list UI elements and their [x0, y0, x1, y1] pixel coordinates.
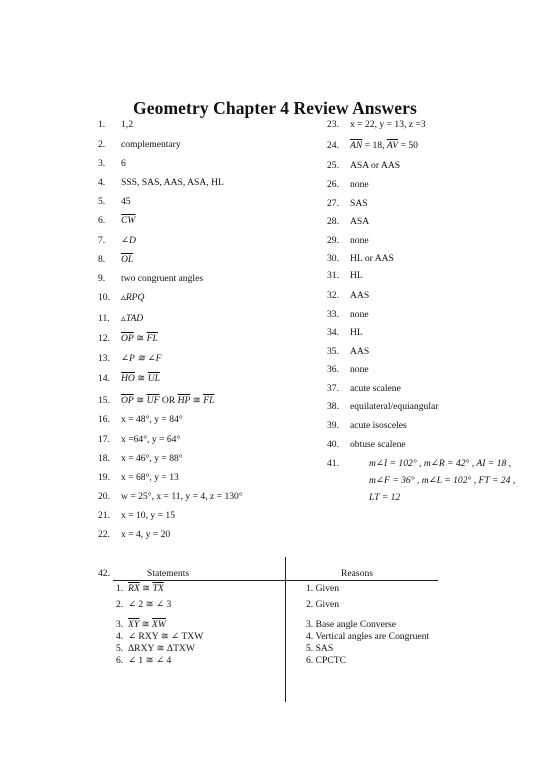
answer-36: 36. none [327, 364, 369, 375]
proof-column-divider [285, 557, 286, 702]
answer-34: 34. HL [327, 327, 363, 338]
answer-5: 5. 45 [98, 196, 131, 207]
answer-33: 33. none [327, 309, 369, 320]
answer-12: 12. $\overline{OP}$ ≅ $\overline{FL}$ [98, 333, 158, 344]
proof-number: 42. [98, 568, 110, 579]
answer-27: 27. SAS [327, 198, 368, 209]
answer-29: 29. none [327, 235, 369, 246]
answer-16: 16. x = 48°, y = 84° [98, 414, 183, 425]
answer-8: 8. $\overline{OL}$ [98, 254, 134, 265]
answer-24: 24. $\overline{AN} = 18$, $\overline{AV} = 50$ [327, 140, 418, 151]
proof-reason-5: 5. SAS [306, 643, 334, 654]
answer-35: 35. AAS [327, 346, 370, 357]
proof-statement-2: 2. ∠ 2 ≅ ∠ 3 [116, 599, 172, 610]
proof-statement-3: 3. $\overline{XY}$ ≅ $\overline{XW}$ [116, 619, 166, 630]
answer-1: 1. 1,2 [98, 119, 133, 130]
proof-reason-2: 2. Given [306, 599, 340, 610]
answer-39: 39. acute isosceles [327, 420, 407, 431]
answer-28: 28. ASA [327, 216, 370, 227]
answer-9: 9. two congruent angles [98, 273, 204, 284]
reasons-header-rule [286, 580, 438, 581]
answer-18: 18. x = 46°, y = 88° [98, 453, 183, 464]
answer-3: 3. 6 [98, 158, 126, 169]
answer-13: 13. ∠P ≅ ∠F [98, 353, 162, 364]
answer-32: 32. AAS [327, 290, 370, 301]
answer-22: 22. x = 4, y = 20 [98, 529, 171, 540]
proof-statement-6: 6. ∠ 1 ≅ ∠ 4 [116, 655, 172, 666]
answer-10: 10. ▵RPQ [98, 292, 145, 303]
answer-30: 30. HL or AAS [327, 253, 394, 264]
answer-26: 26. none [327, 179, 369, 190]
answer-14: 14. $\overline{HO}$ ≅ $\overline{UL}$ [98, 373, 160, 384]
statements-header-rule [113, 580, 285, 581]
answer-20: 20. w = 25°, x = 11, y = 4, z = 130° [98, 491, 243, 502]
answer-41: 41. m∠I = 102° , m∠R = 42° , AI = 18 , m∠F = 36° , m∠L = 102° , FT = 24 , LT = 12 [327, 458, 516, 503]
answer-37: 37. acute scalene [327, 383, 401, 394]
proof-reason-4: 4. Vertical angles are Congruent [306, 631, 430, 642]
answer-6: 6. $\overline{CW}$ [98, 215, 136, 226]
answer-40: 40. obtuse scalene [327, 439, 406, 450]
answer-2: 2. complementary [98, 139, 181, 150]
proof-statement-1: 1. $\overline{RX}$ ≅ $\overline{TX}$ [116, 583, 164, 594]
proof-reason-1: 1. Given [306, 583, 340, 594]
answer-25: 25. ASA or AAS [327, 160, 401, 171]
answer-7: 7. ∠D [98, 235, 136, 246]
proof-statement-4: 4. ∠ RXY ≅ ∠ TXW [116, 631, 204, 642]
page-title: Geometry Chapter 4 Review Answers [133, 98, 417, 118]
proof-statement-5: 5. ΔRXY ≅ ΔTXW [116, 643, 195, 654]
answer-17: 17. x =64°, y = 64° [98, 434, 181, 445]
answer-31: 31. HL [327, 270, 363, 281]
answer-15: 15. $\overline{OP}$ ≅ $\overline{UF}$ OR $\overline{HP}$ ≅ $\overline{FL}$ [98, 395, 215, 406]
answer-21: 21. x = 10, y = 15 [98, 510, 175, 521]
proof-reason-6: 6. CPCTC [306, 655, 346, 666]
answer-4: 4. SSS, SAS, AAS, ASA, HL [98, 177, 224, 188]
answer-38: 38. equilateral/equiangular [327, 401, 439, 412]
answer-19: 19. x = 68°, y = 13 [98, 472, 179, 483]
statements-header: Statements [147, 568, 190, 579]
reasons-header: Reasons [341, 568, 373, 579]
proof-reason-3: 3. Base angle Converse [306, 619, 397, 630]
answer-23: 23. x = 22, y = 13, z =3 [327, 119, 426, 130]
answer-11: 11. ▵TAD [98, 313, 144, 324]
